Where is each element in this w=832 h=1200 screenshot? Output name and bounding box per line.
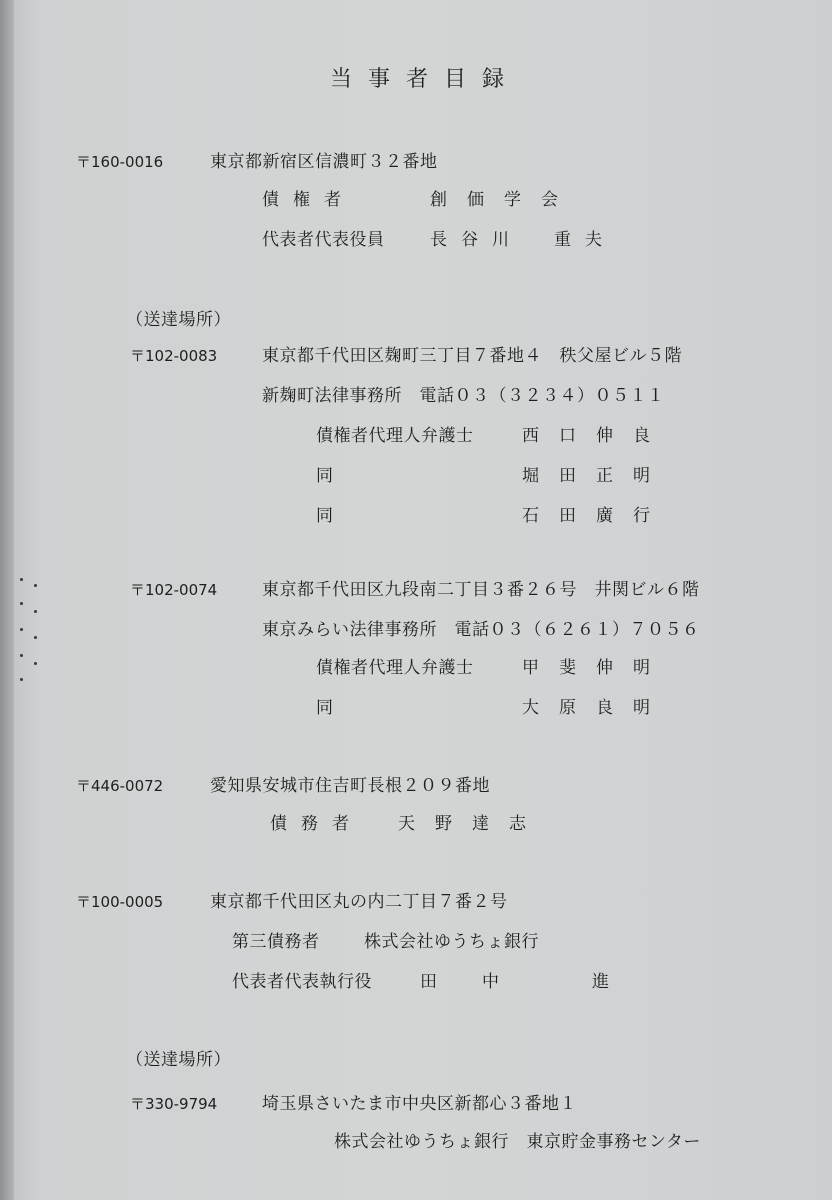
creditor-address: 東京都新宿区信濃町３２番地 [210, 152, 438, 172]
third-debtor-rep-name-part: 進 [592, 972, 610, 992]
page-title: 当事者目録 [330, 67, 521, 92]
office1-lawyer-role: 同 [316, 466, 334, 486]
creditor-role: 債権者 [262, 190, 355, 210]
third-debtor-rep-title: 代表者代表執行役 [232, 972, 372, 992]
office1-lawyer-role: 同 [316, 506, 334, 526]
office1-lawyer-role: 債権者代理人弁護士 [316, 426, 474, 446]
office2-firm: 東京みらい法律事務所 電話０３（６２６１）７０５６ [262, 620, 700, 640]
office1-address: 東京都千代田区麹町三丁目７番地４ 秩父屋ビル５階 [262, 346, 682, 366]
delivery-label-2: （送達場所） [126, 1050, 231, 1070]
third-debtor-address: 東京都千代田区丸の内二丁目７番２号 [210, 892, 508, 912]
delivery-label-1: （送達場所） [126, 310, 231, 330]
office1-lawyer-name: 石田廣行 [522, 506, 670, 526]
office3-postal: 〒330-9794 [130, 1095, 218, 1113]
office2-lawyer-role: 債権者代理人弁護士 [316, 658, 474, 678]
office2-lawyer-name: 大原良明 [522, 698, 670, 718]
office1-lawyer-name: 西口伸良 [522, 426, 670, 446]
debtor-role: 債務者 [270, 814, 363, 834]
office1-lawyer-name: 堀田正明 [522, 466, 670, 486]
office1-firm: 新麹町法律事務所 電話０３（３２３４）０５１１ [262, 386, 665, 406]
third-debtor-rep-name-part: 中 [482, 972, 500, 992]
debtor-postal: 〒446-0072 [76, 777, 164, 795]
creditor-postal: 〒160-0016 [76, 153, 164, 171]
debtor-address: 愛知県安城市住吉町長根２０９番地 [210, 776, 490, 796]
office2-address: 東京都千代田区九段南二丁目３番２６号 井関ビル６階 [262, 580, 700, 600]
punch-holes [18, 570, 48, 690]
office2-lawyer-role: 同 [316, 698, 334, 718]
creditor-rep-name: 長谷川 重夫 [430, 230, 616, 250]
third-debtor-role: 第三債務者 [232, 932, 320, 952]
debtor-name: 天野達志 [398, 814, 546, 834]
third-debtor-rep-name-part: 田 [420, 972, 438, 992]
office2-postal: 〒102-0074 [130, 581, 218, 599]
office2-lawyer-name: 甲斐伸明 [522, 658, 670, 678]
office3-firm: 株式会社ゆうちょ銀行 東京貯金事務センター [334, 1132, 701, 1152]
binding-fold [0, 0, 14, 1200]
creditor-name: 創価学会 [430, 190, 578, 210]
creditor-rep-title: 代表者代表役員 [262, 230, 385, 250]
office1-postal: 〒102-0083 [130, 347, 218, 365]
third-debtor-postal: 〒100-0005 [76, 893, 164, 911]
third-debtor-name: 株式会社ゆうちょ銀行 [364, 932, 539, 952]
office3-address: 埼玉県さいたま市中央区新都心３番地１ [262, 1094, 577, 1114]
